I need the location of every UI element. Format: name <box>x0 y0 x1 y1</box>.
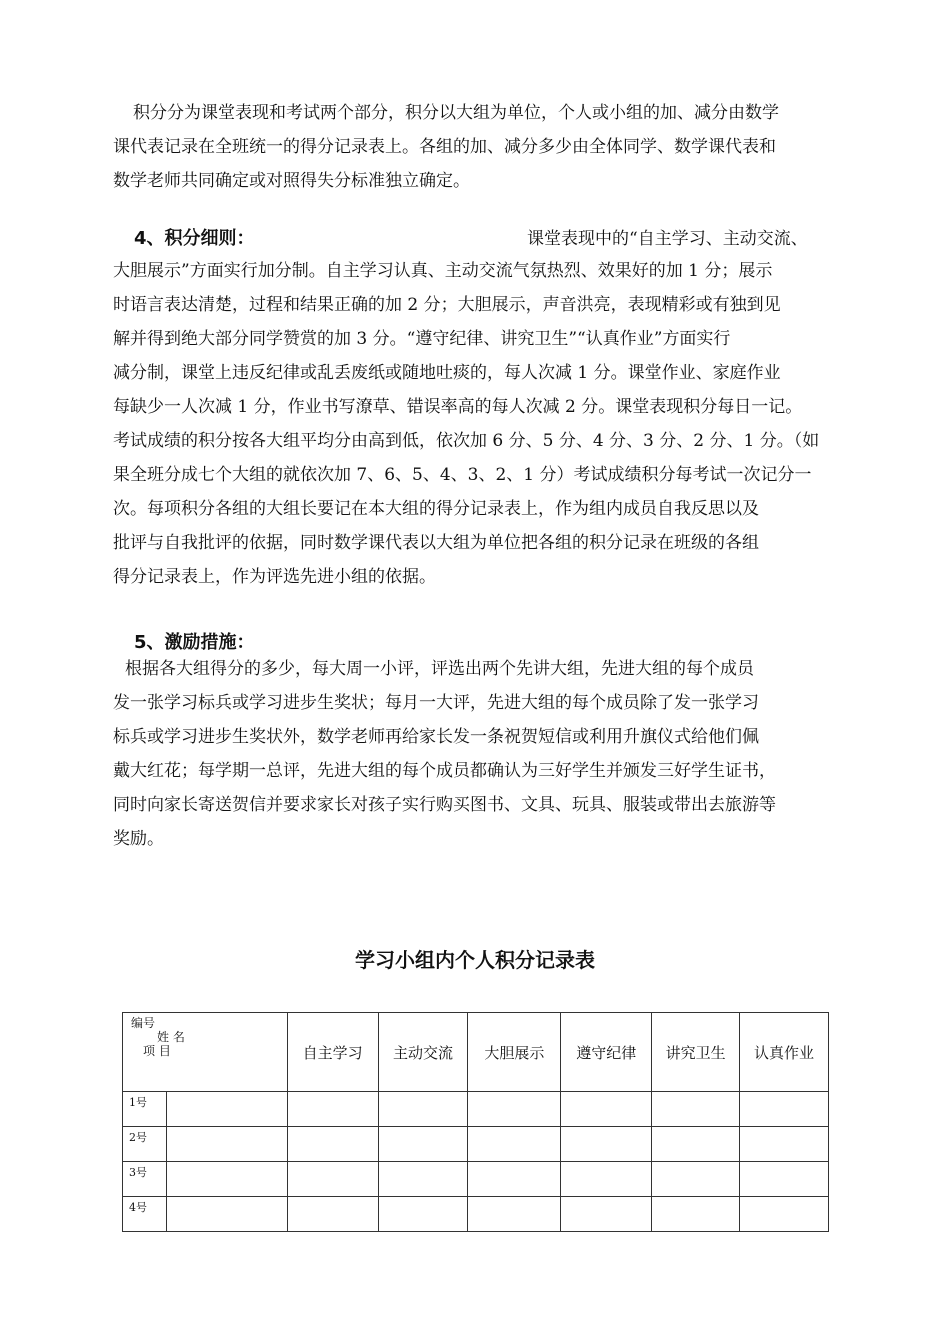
name-cell <box>166 1127 287 1162</box>
text-line: 批评与自我批评的依据，同时数学课代表以大组为单位把各组的积分记录在班级的各组 <box>113 533 759 553</box>
column-header: 大胆展示 <box>468 1013 561 1092</box>
text-line: 每缺少一人次减 1 分，作业书写潦草、错误率高的每人次减 2 分。课堂表现积分每日一记。 <box>113 397 803 417</box>
section-5-body <box>113 652 843 856</box>
column-header: 讲究卫生 <box>652 1013 740 1092</box>
column-header: 主动交流 <box>378 1013 468 1092</box>
table-row <box>123 1127 829 1162</box>
corner-label-item: 项 目 <box>143 1044 171 1058</box>
text-line: 戴大红花；每学期一总评，先进大组的每个成员都确认为三好学生并颁发三好学生证书， <box>113 761 776 781</box>
score-cell <box>740 1092 829 1127</box>
text-line: 根据各大组得分的多少，每大周一小评，评选出两个先讲大组，先进大组的每个成员 <box>125 659 754 679</box>
corner-label-number: 编号 <box>131 1016 156 1030</box>
table-corner-cell <box>123 1013 288 1092</box>
name-cell <box>166 1092 287 1127</box>
score-cell <box>378 1197 468 1232</box>
section-5-heading: 5、激励措施： <box>134 632 255 653</box>
column-header: 自主学习 <box>287 1013 378 1092</box>
text-line: 积分分为课堂表现和考试两个部分，积分以大组为单位，个人或小组的加、减分由数学 <box>133 103 779 123</box>
text-line: 数学老师共同确定或对照得失分标准独立确定。 <box>113 171 470 191</box>
score-record-table <box>122 1012 829 1232</box>
score-cell <box>468 1127 561 1162</box>
row-number: 2号 <box>123 1127 167 1162</box>
table-title: 学习小组内个人积分记录表 <box>355 948 595 972</box>
table-row <box>123 1197 829 1232</box>
score-cell <box>287 1162 378 1197</box>
score-cell <box>740 1127 829 1162</box>
text-line: 奖励。 <box>113 829 164 849</box>
text-line: 解并得到绝大部分同学赞赏的加 3 分。“遵守纪律、讲究卫生”“认真作业”方面实行 <box>113 329 731 349</box>
score-cell <box>378 1162 468 1197</box>
score-cell <box>287 1127 378 1162</box>
score-cell <box>740 1197 829 1232</box>
column-header: 遵守纪律 <box>561 1013 652 1092</box>
score-cell <box>378 1127 468 1162</box>
corner-label-name: 姓 名 <box>157 1030 185 1044</box>
column-header: 认真作业 <box>740 1013 829 1092</box>
text-line: 考试成绩的积分按各大组平均分由高到低，依次加 6 分、5 分、4 分、3 分、2 分、1 分。（如 <box>113 431 820 451</box>
table-header-row <box>123 1013 829 1092</box>
text-line: 课代表记录在全班统一的得分记录表上。各组的加、减分多少由全体同学、数学课代表和 <box>113 137 776 157</box>
score-cell <box>740 1162 829 1197</box>
score-cell <box>652 1162 740 1197</box>
text-line: 发一张学习标兵或学习进步生奖状；每月一大评，先进大组的每个成员除了发一张学习 <box>113 693 759 713</box>
text-line: 果全班分成七个大组的就依次加 7、6、5、4、3、2、1 分）考试成绩积分每考试一次记分一 <box>113 465 812 485</box>
text-line: 时语言表达清楚，过程和结果正确的加 2 分；大胆展示，声音洪亮，表现精彩或有独到见 <box>113 295 781 315</box>
section-4-inline-text: 课堂表现中的“自主学习、主动交流、 <box>527 229 808 249</box>
score-cell <box>287 1197 378 1232</box>
table-row <box>123 1092 829 1127</box>
score-cell <box>561 1197 652 1232</box>
text-line: 次。每项积分各组的大组长要记在本大组的得分记录表上，作为组内成员自我反思以及 <box>113 499 759 519</box>
score-cell <box>652 1127 740 1162</box>
score-cell <box>468 1092 561 1127</box>
paragraph-scoring-intro <box>113 96 843 198</box>
score-cell <box>561 1127 652 1162</box>
score-cell <box>652 1092 740 1127</box>
row-number: 3号 <box>123 1162 167 1197</box>
text-line: 标兵或学习进步生奖状外，数学老师再给家长发一条祝贺短信或利用升旗仪式给他们佩 <box>113 727 759 747</box>
section-4-heading: 4、积分细则： <box>134 228 255 249</box>
text-line: 减分制，课堂上违反纪律或乱丢废纸或随地吐痰的，每人次减 1 分。课堂作业、家庭作业 <box>113 363 781 383</box>
name-cell <box>166 1162 287 1197</box>
text-line: 得分记录表上，作为评选先进小组的依据。 <box>113 567 436 587</box>
score-cell <box>378 1092 468 1127</box>
score-cell <box>561 1092 652 1127</box>
score-cell <box>468 1162 561 1197</box>
table-row <box>123 1162 829 1197</box>
name-cell <box>166 1197 287 1232</box>
section-4-body <box>113 254 843 594</box>
score-cell <box>652 1197 740 1232</box>
text-line: 同时向家长寄送贺信并要求家长对孩子实行购买图书、文具、玩具、服装或带出去旅游等 <box>113 795 776 815</box>
score-cell <box>468 1197 561 1232</box>
score-cell <box>561 1162 652 1197</box>
score-cell <box>287 1092 378 1127</box>
text-line: 大胆展示”方面实行加分制。自主学习认真、主动交流气氛热烈、效果好的加 1 分；展示 <box>113 261 773 281</box>
row-number: 4号 <box>123 1197 167 1232</box>
row-number: 1号 <box>123 1092 167 1127</box>
